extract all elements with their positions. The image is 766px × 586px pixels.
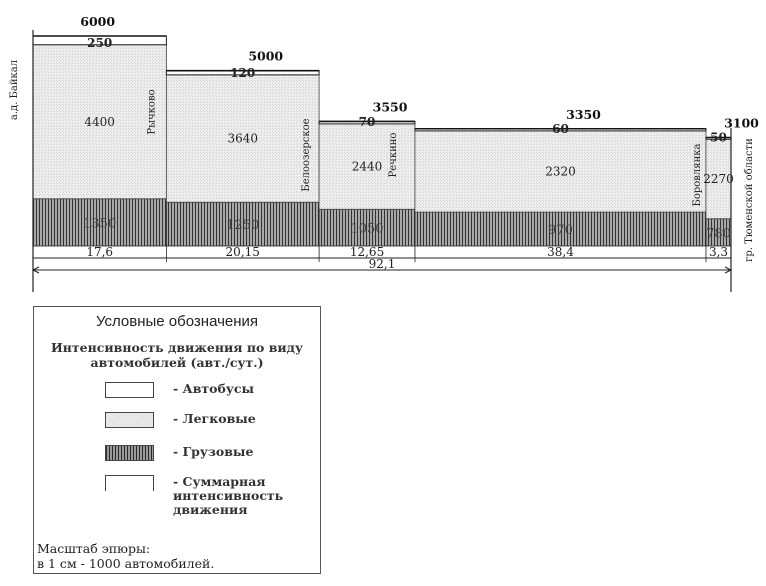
trucks-value-label: 1350	[83, 216, 117, 232]
trucks-value-label: 1250	[226, 218, 260, 234]
legend-swatch-trucks	[105, 445, 154, 461]
total-value-label: 3100	[724, 115, 759, 131]
segment-length-label: 12,65	[349, 245, 385, 259]
total-value-label: 6000	[80, 14, 116, 29]
trucks-value-label: 970	[548, 223, 573, 239]
settlement-label: Белоозерское	[301, 118, 313, 192]
legend-label-cars: - Легковые	[173, 411, 256, 426]
buses-value-label: 60	[552, 121, 569, 136]
legend-item-buses	[105, 382, 315, 402]
cars-value-label: 4400	[84, 114, 115, 129]
cars-value-label: 3640	[227, 131, 259, 146]
total-value-label: 3350	[566, 106, 601, 122]
total-value-label: 3550	[372, 99, 408, 115]
end-point-label: гр. Тюменской области	[744, 138, 755, 262]
legend-swatch-total	[105, 475, 154, 491]
total-value-label: 5000	[248, 48, 284, 64]
legend-swatch-cars	[105, 412, 154, 428]
legend-label-trucks: - Грузовые	[173, 444, 254, 459]
buses-value-label: 250	[87, 35, 113, 50]
settlement-label: Рычково	[146, 89, 158, 135]
legend-subtitle: Интенсивность движения по виду автомобилей (авт./сут.)	[50, 340, 304, 370]
buses-value-label: 70	[358, 114, 376, 129]
segment-length-label: 20,15	[225, 245, 260, 259]
segment-length-label: 17,6	[86, 245, 114, 259]
legend-title: Условные обозначения	[95, 313, 259, 330]
cars-value-label: 2320	[545, 164, 576, 179]
legend-item-trucks	[105, 445, 315, 465]
buses-value-label: 120	[230, 65, 256, 80]
legend-box	[33, 306, 321, 574]
legend-swatch-buses	[105, 382, 154, 398]
settlement-label: Речкино	[388, 132, 400, 178]
legend-item-cars	[105, 412, 315, 432]
segment-length-label: 38,4	[547, 245, 574, 259]
start-point-label: а.д. Байкал	[9, 59, 20, 121]
legend-label-buses: - Автобусы	[173, 381, 254, 396]
cars-value-label: 2270	[703, 171, 734, 186]
legend-label-total: - Суммарная интенсивность движения	[173, 474, 284, 517]
buses-value-label: 50	[710, 130, 727, 145]
cars-value-label: 2440	[351, 159, 383, 174]
scale-note: Масштаб эпюры: в 1 см - 1000 автомобилей.	[37, 541, 215, 571]
trucks-value-label: 1050	[350, 221, 384, 237]
segment-length-label: 3,3	[708, 245, 729, 259]
legend-item-total	[105, 475, 315, 525]
settlement-label: Боровлянка	[691, 143, 703, 207]
trucks-value-label: 780	[706, 226, 731, 242]
total-length-label: 92,1	[368, 257, 396, 271]
